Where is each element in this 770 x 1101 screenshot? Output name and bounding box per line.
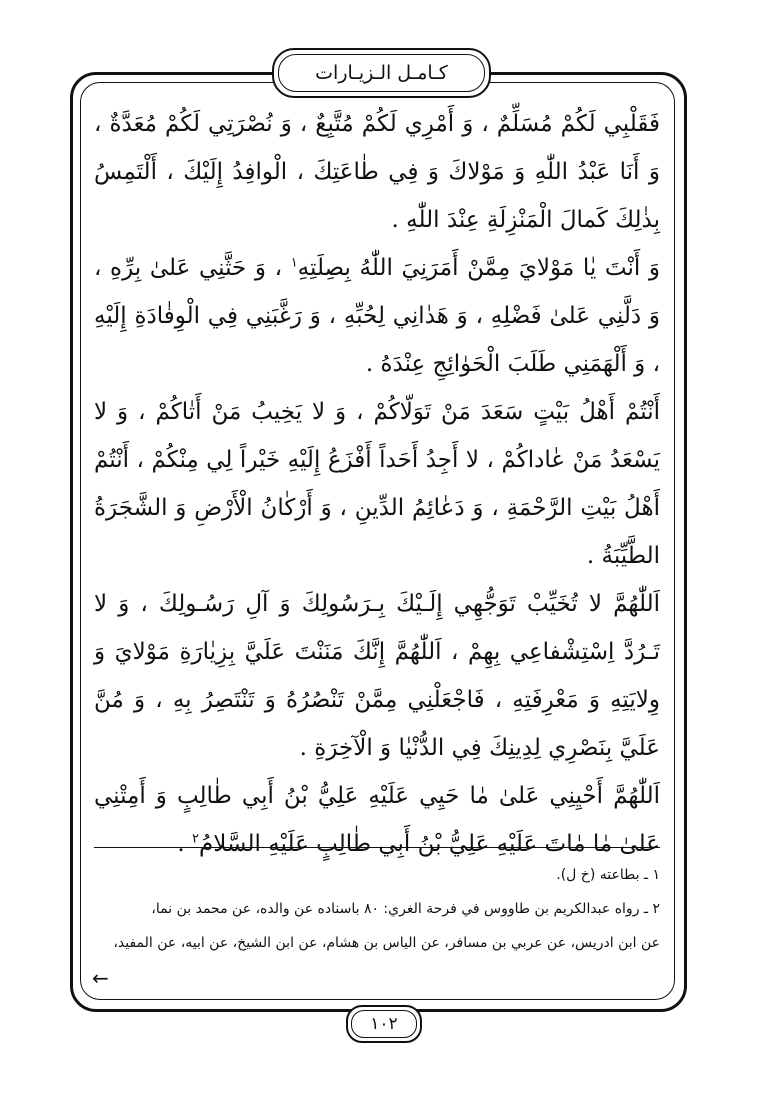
paragraph-5-text: اَللّٰهُمَّ أَحْيِنِي عَلىٰ مٰا حَيِي عَلَيْهِ عَلِيُّ بْنُ أَبِي طٰالِبٍ وَ أَمِتْنِي عَلىٰ مٰا مٰاتَ عَلَيْهِ عَلِيُّ بْنُ أَبِي طٰالِبٍ عَلَيْهِ السَّلامُ bbox=[94, 783, 660, 857]
footnote-ref-1: ١ bbox=[290, 255, 298, 271]
paragraph-3: أَنْتُمْ أَهْلُ بَيْتٍ سَعَدَ مَنْ تَوَلّاكُمْ ، وَ لا يَخِيبُ مَنْ أَتٰاكُمْ ، وَ لا يَسْعَدُ مَنْ عٰاداكُمْ ، لا أَجِدُ أَحَداً أَفْزَعُ إِلَيْهِ خَيْراً لِي مِنْكُمْ ، أَنْتُمْ أَهْلُ بَيْتِ الرَّحْمَةِ ، وَ دَعٰائِمُ الدِّينِ ، وَ أَرْكٰانُ الْأَرْضِ وَ الشَّجَرَةُ الطَّيِّبَةُ . bbox=[94, 399, 660, 569]
paragraph-2-end: ، وَ حَثَّنِي عَلىٰ بِرِّهِ ، وَ دَلَّنِي عَلىٰ فَضْلِهِ ، وَ هَدٰانِي لِحُبِّهِ ، وَ رَغَّبَنِي فِي الْوِفٰادَةِ إِلَيْهِ ، وَ أَلْهَمَنِي طَلَبَ الْحَوٰائِجِ عِنْدَهُ . bbox=[94, 255, 660, 377]
book-title: كـامـل الـزيـارات bbox=[315, 62, 448, 84]
footnote-1: ١ ـ بطاعته (خ ل). bbox=[556, 867, 660, 883]
paragraph-5-dot: . bbox=[177, 831, 193, 857]
continuation-arrow-icon: ← bbox=[92, 966, 109, 990]
paragraph-1: فَقَلْبِي لَكُمْ مُسَلِّمٌ ، وَ أَمْرِي لَكُمْ مُتَّبِعٌ ، وَ نُصْرَتِي لَكُمْ مُعَدَّةٌ ، وَ أَنَا عَبْدُ اللّٰهِ وَ مَوْلاكَ وَ فِي طٰاعَتِكَ ، الْوافِدُ إِلَيْكَ ، أَلْتَمِسُ بِذٰلِكَ كَمالَ الْمَنْزِلَةِ عِنْدَ اللّٰهِ . bbox=[94, 111, 660, 233]
paragraph-2-start: وَ أَنْتَ يٰا مَوْلايَ مِمَّنْ أَمَرَنِيَ اللّٰهُ بِصِلَتِهِ bbox=[297, 255, 660, 281]
footnote-ref-2: ٢ bbox=[192, 831, 199, 847]
footnote-2-continued: عن ابن ادريس، عن عربي بن مسافر، عن الياس بن هشام، عن ابن الشيخ، عن ابيه، عن المفيد، bbox=[113, 935, 660, 951]
paragraph-5 bbox=[94, 772, 660, 868]
footnote-divider bbox=[94, 847, 660, 848]
main-text bbox=[94, 100, 660, 868]
footnote-2: ٢ ـ رواه عبدالكريم بن طاووس في فرحة الغري: ٨٠ باسناده عن والده، عن محمد بن نما، bbox=[151, 901, 660, 917]
page-number-cartouche bbox=[346, 1005, 422, 1043]
paragraph-4: اَللّٰهُمَّ لا تُخَيِّبْ تَوَجُّهِي إِلَـيْكَ بِـرَسُولِكَ وَ آلِ رَسُـولِكَ ، وَ لا تَـرُدَّ اِسْتِشْفاعِي بِهِمْ ، اَللّٰهُمَّ إِنَّكَ مَنَنْتَ عَلَيَّ بِزِيٰارَةِ مَوْلايَ وَ وِلايَتِهِ وَ مَعْرِفَتِهِ ، فَاجْعَلْنِي مِمَّنْ تَنْصُرُهُ وَ تَنْتَصِرُ بِهِ ، وَ مُنَّ عَلَيَّ بِنَصْرِي لِدِينِكَ فِي الدُّنْيٰا وَ الْآخِرَةِ . bbox=[94, 591, 660, 761]
paragraph-2 bbox=[94, 244, 660, 388]
footnotes bbox=[94, 858, 660, 960]
header-cartouche bbox=[272, 48, 491, 98]
page-number: ١٠٢ bbox=[370, 1014, 398, 1034]
